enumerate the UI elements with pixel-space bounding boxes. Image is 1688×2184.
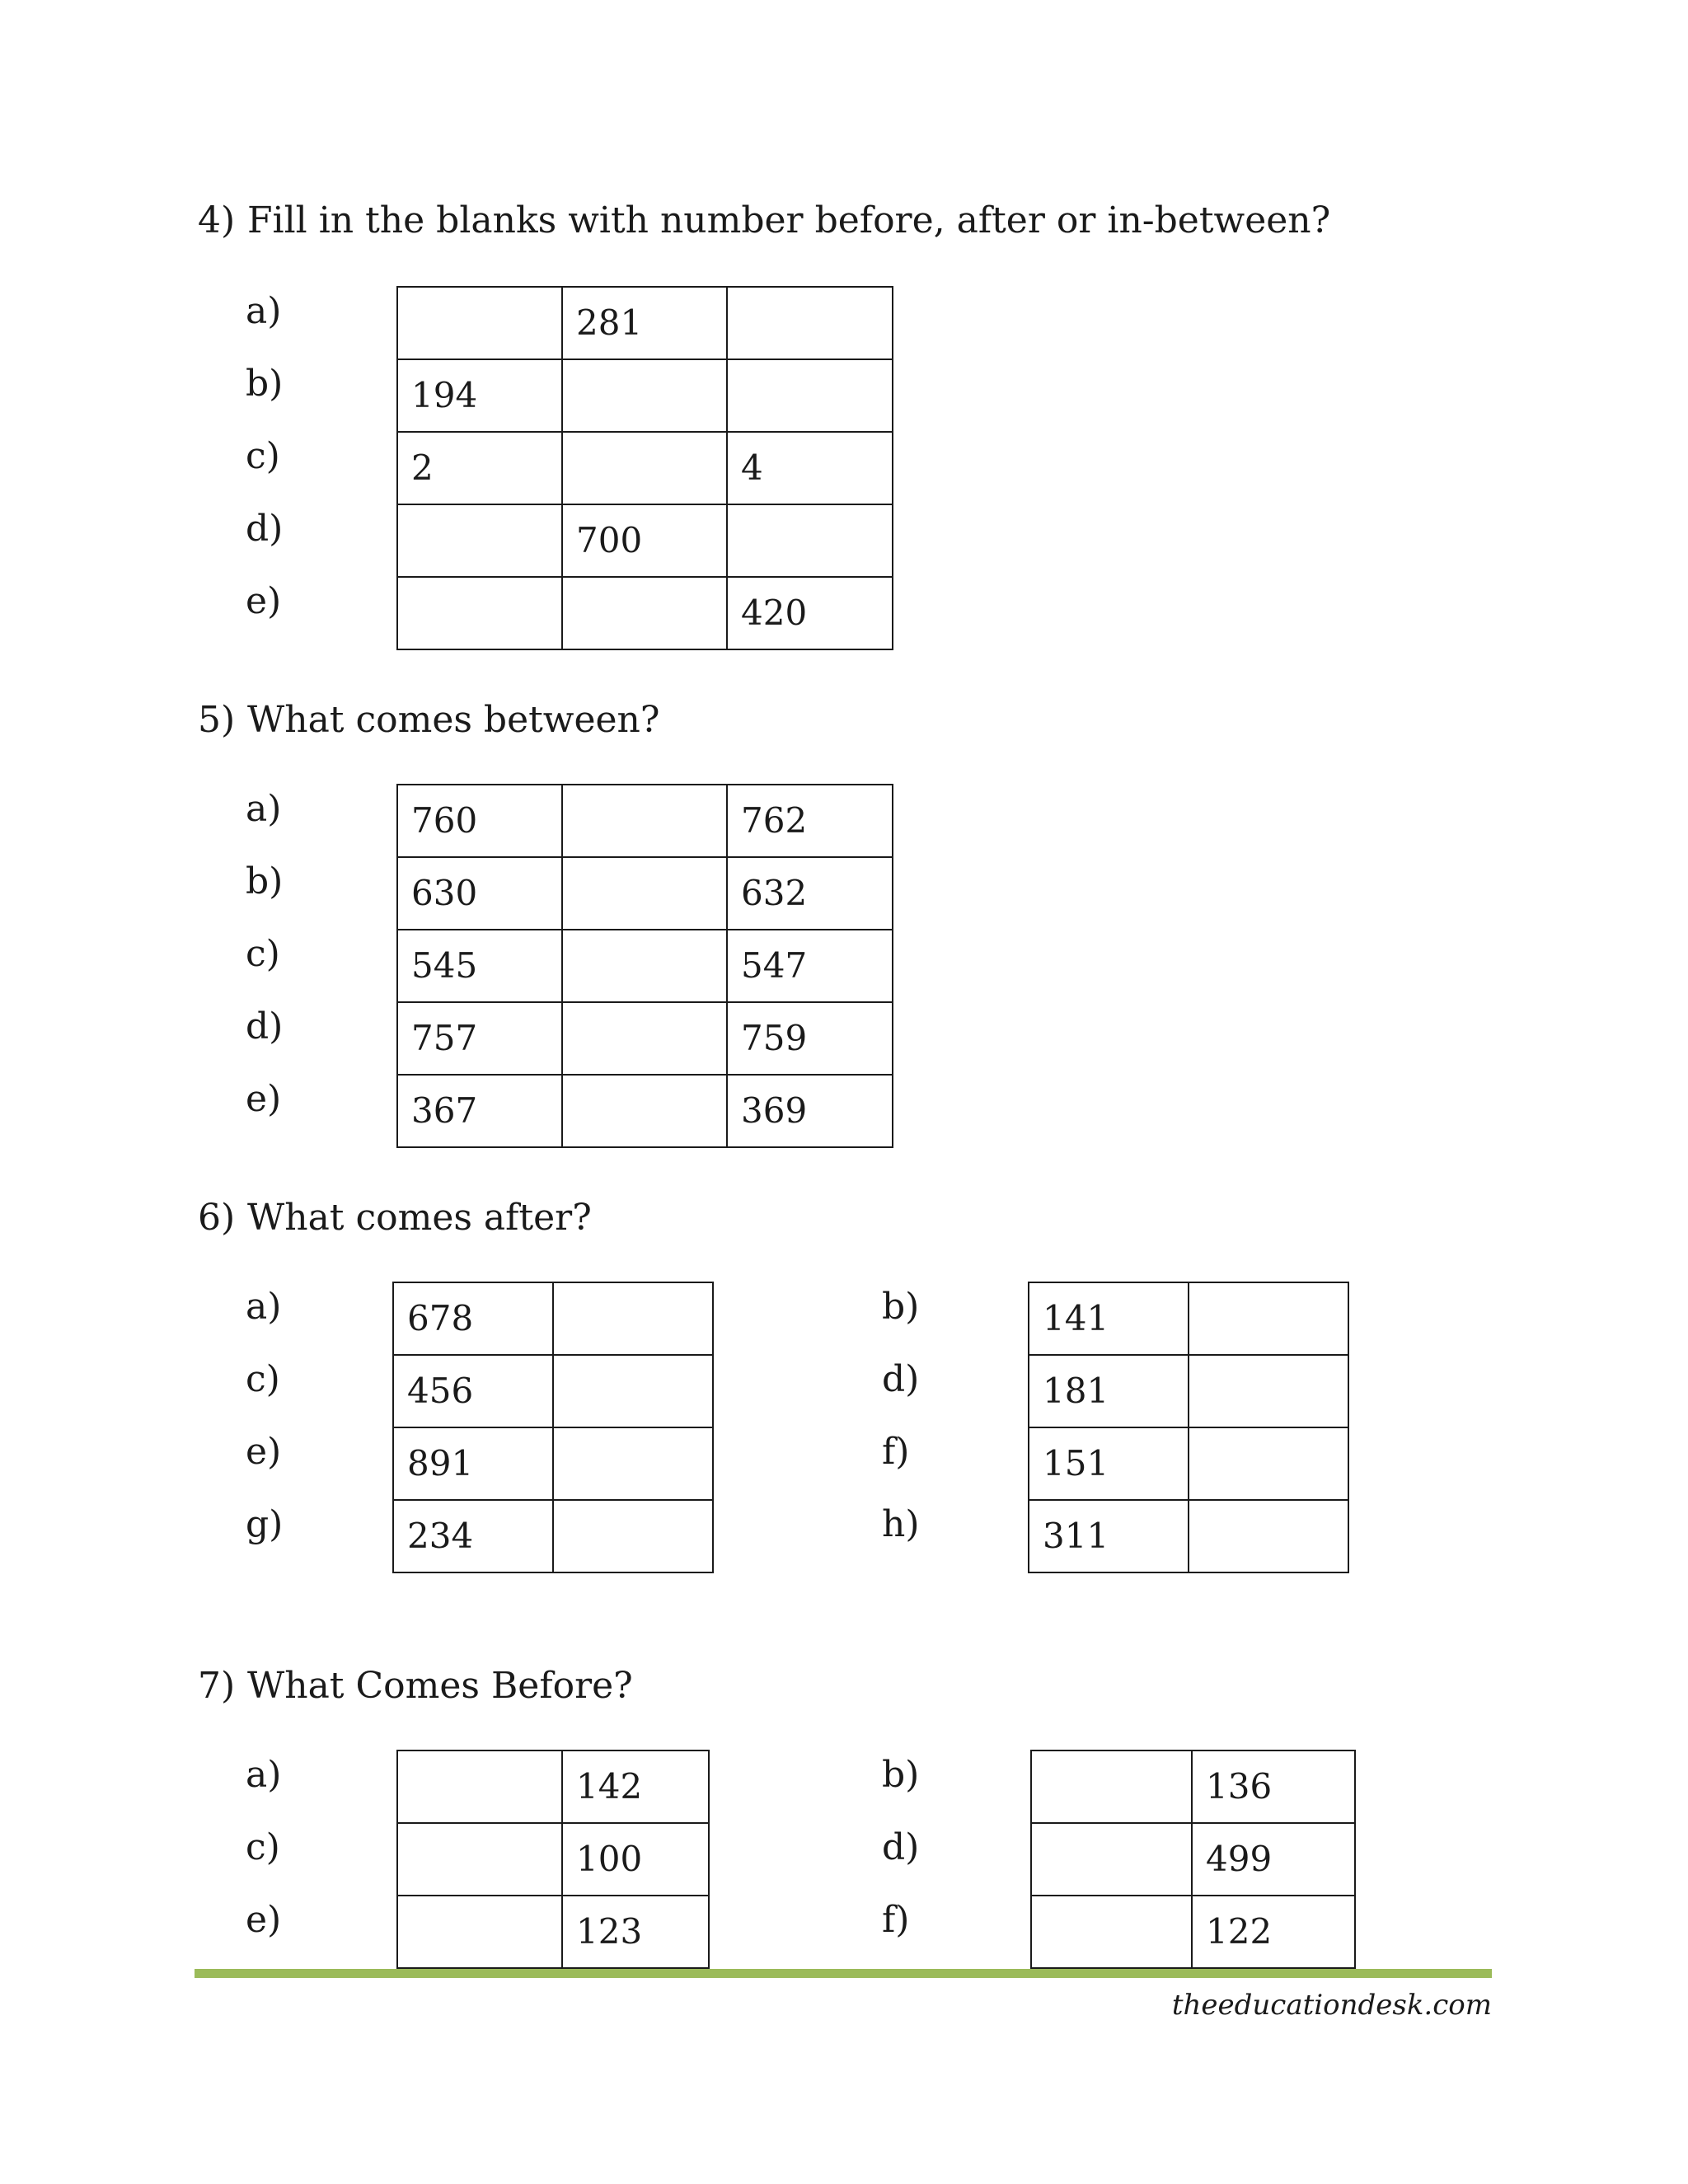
answer-cell[interactable]: 4 — [727, 432, 893, 504]
question-7-label-e: e) — [246, 1899, 282, 1941]
answer-cell[interactable]: 2 — [397, 432, 562, 504]
question-6-title: What comes after? — [247, 1197, 592, 1239]
question-4-label-c: c) — [246, 435, 280, 477]
question-6-label-g: g) — [246, 1503, 284, 1545]
answer-cell[interactable]: 545 — [397, 930, 562, 1002]
answer-cell[interactable] — [553, 1500, 713, 1572]
table-row — [393, 1427, 713, 1500]
answer-cell[interactable]: 281 — [562, 287, 727, 359]
question-5-label-c: c) — [246, 933, 280, 975]
question-7-label-d: d) — [882, 1826, 920, 1868]
question-6-label-c: c) — [246, 1358, 280, 1400]
answer-cell[interactable] — [727, 359, 893, 432]
answer-cell[interactable] — [562, 432, 727, 504]
answer-cell[interactable] — [1189, 1355, 1348, 1427]
answer-cell[interactable] — [553, 1355, 713, 1427]
answer-cell[interactable] — [553, 1282, 713, 1355]
question-5-label-e: e) — [246, 1078, 282, 1120]
answer-cell[interactable]: 632 — [727, 857, 893, 930]
answer-cell[interactable] — [397, 577, 562, 649]
answer-cell[interactable] — [727, 287, 893, 359]
answer-cell[interactable] — [397, 1750, 562, 1823]
question-4-table — [396, 286, 893, 650]
footer-divider — [195, 1969, 1492, 1978]
question-4-label-e: e) — [246, 580, 282, 622]
answer-cell[interactable]: 234 — [393, 1500, 553, 1572]
question-6-label-f: f) — [882, 1431, 910, 1473]
question-7-label-b: b) — [882, 1754, 920, 1796]
table-row — [397, 857, 893, 930]
question-7-title: What Comes Before? — [247, 1665, 633, 1707]
table-row — [1029, 1427, 1348, 1500]
answer-cell[interactable]: 499 — [1192, 1823, 1355, 1896]
answer-cell[interactable]: 142 — [562, 1750, 709, 1823]
question-5-label-d: d) — [246, 1005, 284, 1047]
question-7-left-table — [396, 1750, 710, 1969]
answer-cell[interactable] — [562, 930, 727, 1002]
question-6-heading — [198, 1197, 592, 1239]
answer-cell[interactable] — [397, 1823, 562, 1896]
answer-cell[interactable] — [562, 1002, 727, 1075]
question-7-number: 7) — [198, 1665, 236, 1707]
table-row — [397, 1002, 893, 1075]
answer-cell[interactable] — [562, 359, 727, 432]
table-row — [397, 504, 893, 577]
question-5-number: 5) — [198, 699, 236, 741]
answer-cell[interactable] — [397, 287, 562, 359]
question-4-label-d: d) — [246, 508, 284, 550]
answer-cell[interactable]: 456 — [393, 1355, 553, 1427]
question-4-label-a: a) — [246, 290, 282, 332]
answer-cell[interactable]: 420 — [727, 577, 893, 649]
answer-cell[interactable] — [727, 504, 893, 577]
table-row — [397, 785, 893, 857]
answer-cell[interactable]: 759 — [727, 1002, 893, 1075]
answer-cell[interactable] — [562, 1075, 727, 1147]
answer-cell[interactable] — [553, 1427, 713, 1500]
question-7-label-a: a) — [246, 1754, 282, 1796]
question-5-title: What comes between? — [247, 699, 660, 741]
question-7-label-f: f) — [882, 1899, 910, 1941]
table-row — [397, 1896, 709, 1968]
answer-cell[interactable]: 311 — [1029, 1500, 1189, 1572]
question-7-heading — [198, 1665, 633, 1707]
answer-cell[interactable]: 122 — [1192, 1896, 1355, 1968]
table-row — [1031, 1823, 1355, 1896]
table-row — [397, 930, 893, 1002]
answer-cell[interactable] — [397, 1896, 562, 1968]
table-row — [397, 577, 893, 649]
question-5-label-a: a) — [246, 788, 282, 830]
question-4-label-b: b) — [246, 363, 284, 405]
table-row — [397, 1823, 709, 1896]
table-row — [397, 1750, 709, 1823]
footer-site-name: theeducationdesk.com — [1171, 1989, 1492, 2022]
answer-cell[interactable] — [562, 785, 727, 857]
answer-cell[interactable]: 760 — [397, 785, 562, 857]
answer-cell[interactable]: 141 — [1029, 1282, 1189, 1355]
question-6-label-a: a) — [246, 1286, 282, 1328]
answer-cell[interactable]: 194 — [397, 359, 562, 432]
question-5-table — [396, 784, 893, 1148]
question-5-heading — [198, 699, 660, 741]
question-4-number: 4) — [198, 199, 236, 241]
table-row — [397, 359, 893, 432]
answer-cell[interactable]: 136 — [1192, 1750, 1355, 1823]
table-row — [397, 432, 893, 504]
question-6-label-e: e) — [246, 1431, 282, 1473]
answer-cell[interactable]: 630 — [397, 857, 562, 930]
table-row — [1029, 1282, 1348, 1355]
answer-cell[interactable] — [1031, 1823, 1192, 1896]
answer-cell[interactable]: 678 — [393, 1282, 553, 1355]
question-5-label-b: b) — [246, 860, 284, 902]
table-row — [393, 1282, 713, 1355]
table-row — [393, 1355, 713, 1427]
table-row — [397, 1075, 893, 1147]
answer-cell[interactable] — [1031, 1896, 1192, 1968]
answer-cell[interactable]: 100 — [562, 1823, 709, 1896]
question-6-label-d: d) — [882, 1358, 920, 1400]
answer-cell[interactable]: 891 — [393, 1427, 553, 1500]
answer-cell[interactable] — [562, 577, 727, 649]
table-row — [1031, 1750, 1355, 1823]
answer-cell[interactable] — [1031, 1750, 1192, 1823]
question-4-title: Fill in the blanks with number before, after or in-between? — [247, 199, 1331, 241]
answer-cell[interactable]: 123 — [562, 1896, 709, 1968]
question-6-label-b: b) — [882, 1286, 920, 1328]
answer-cell[interactable]: 367 — [397, 1075, 562, 1147]
answer-cell[interactable]: 547 — [727, 930, 893, 1002]
table-row — [1029, 1355, 1348, 1427]
answer-cell[interactable]: 369 — [727, 1075, 893, 1147]
answer-cell[interactable]: 181 — [1029, 1355, 1189, 1427]
answer-cell[interactable] — [397, 504, 562, 577]
answer-cell[interactable] — [562, 857, 727, 930]
question-7-label-c: c) — [246, 1826, 280, 1868]
answer-cell[interactable] — [1189, 1427, 1348, 1500]
answer-cell[interactable]: 762 — [727, 785, 893, 857]
answer-cell[interactable] — [1189, 1282, 1348, 1355]
question-4-heading — [198, 199, 1331, 241]
answer-cell[interactable]: 757 — [397, 1002, 562, 1075]
question-6-number: 6) — [198, 1197, 236, 1239]
answer-cell[interactable]: 700 — [562, 504, 727, 577]
table-row — [1031, 1896, 1355, 1968]
table-row — [397, 287, 893, 359]
answer-cell[interactable]: 151 — [1029, 1427, 1189, 1500]
question-6-right-table — [1028, 1282, 1349, 1573]
answer-cell[interactable] — [1189, 1500, 1348, 1572]
question-7-right-table — [1030, 1750, 1356, 1969]
question-6-left-table — [392, 1282, 714, 1573]
question-6-label-h: h) — [882, 1503, 920, 1545]
table-row — [1029, 1500, 1348, 1572]
table-row — [393, 1500, 713, 1572]
